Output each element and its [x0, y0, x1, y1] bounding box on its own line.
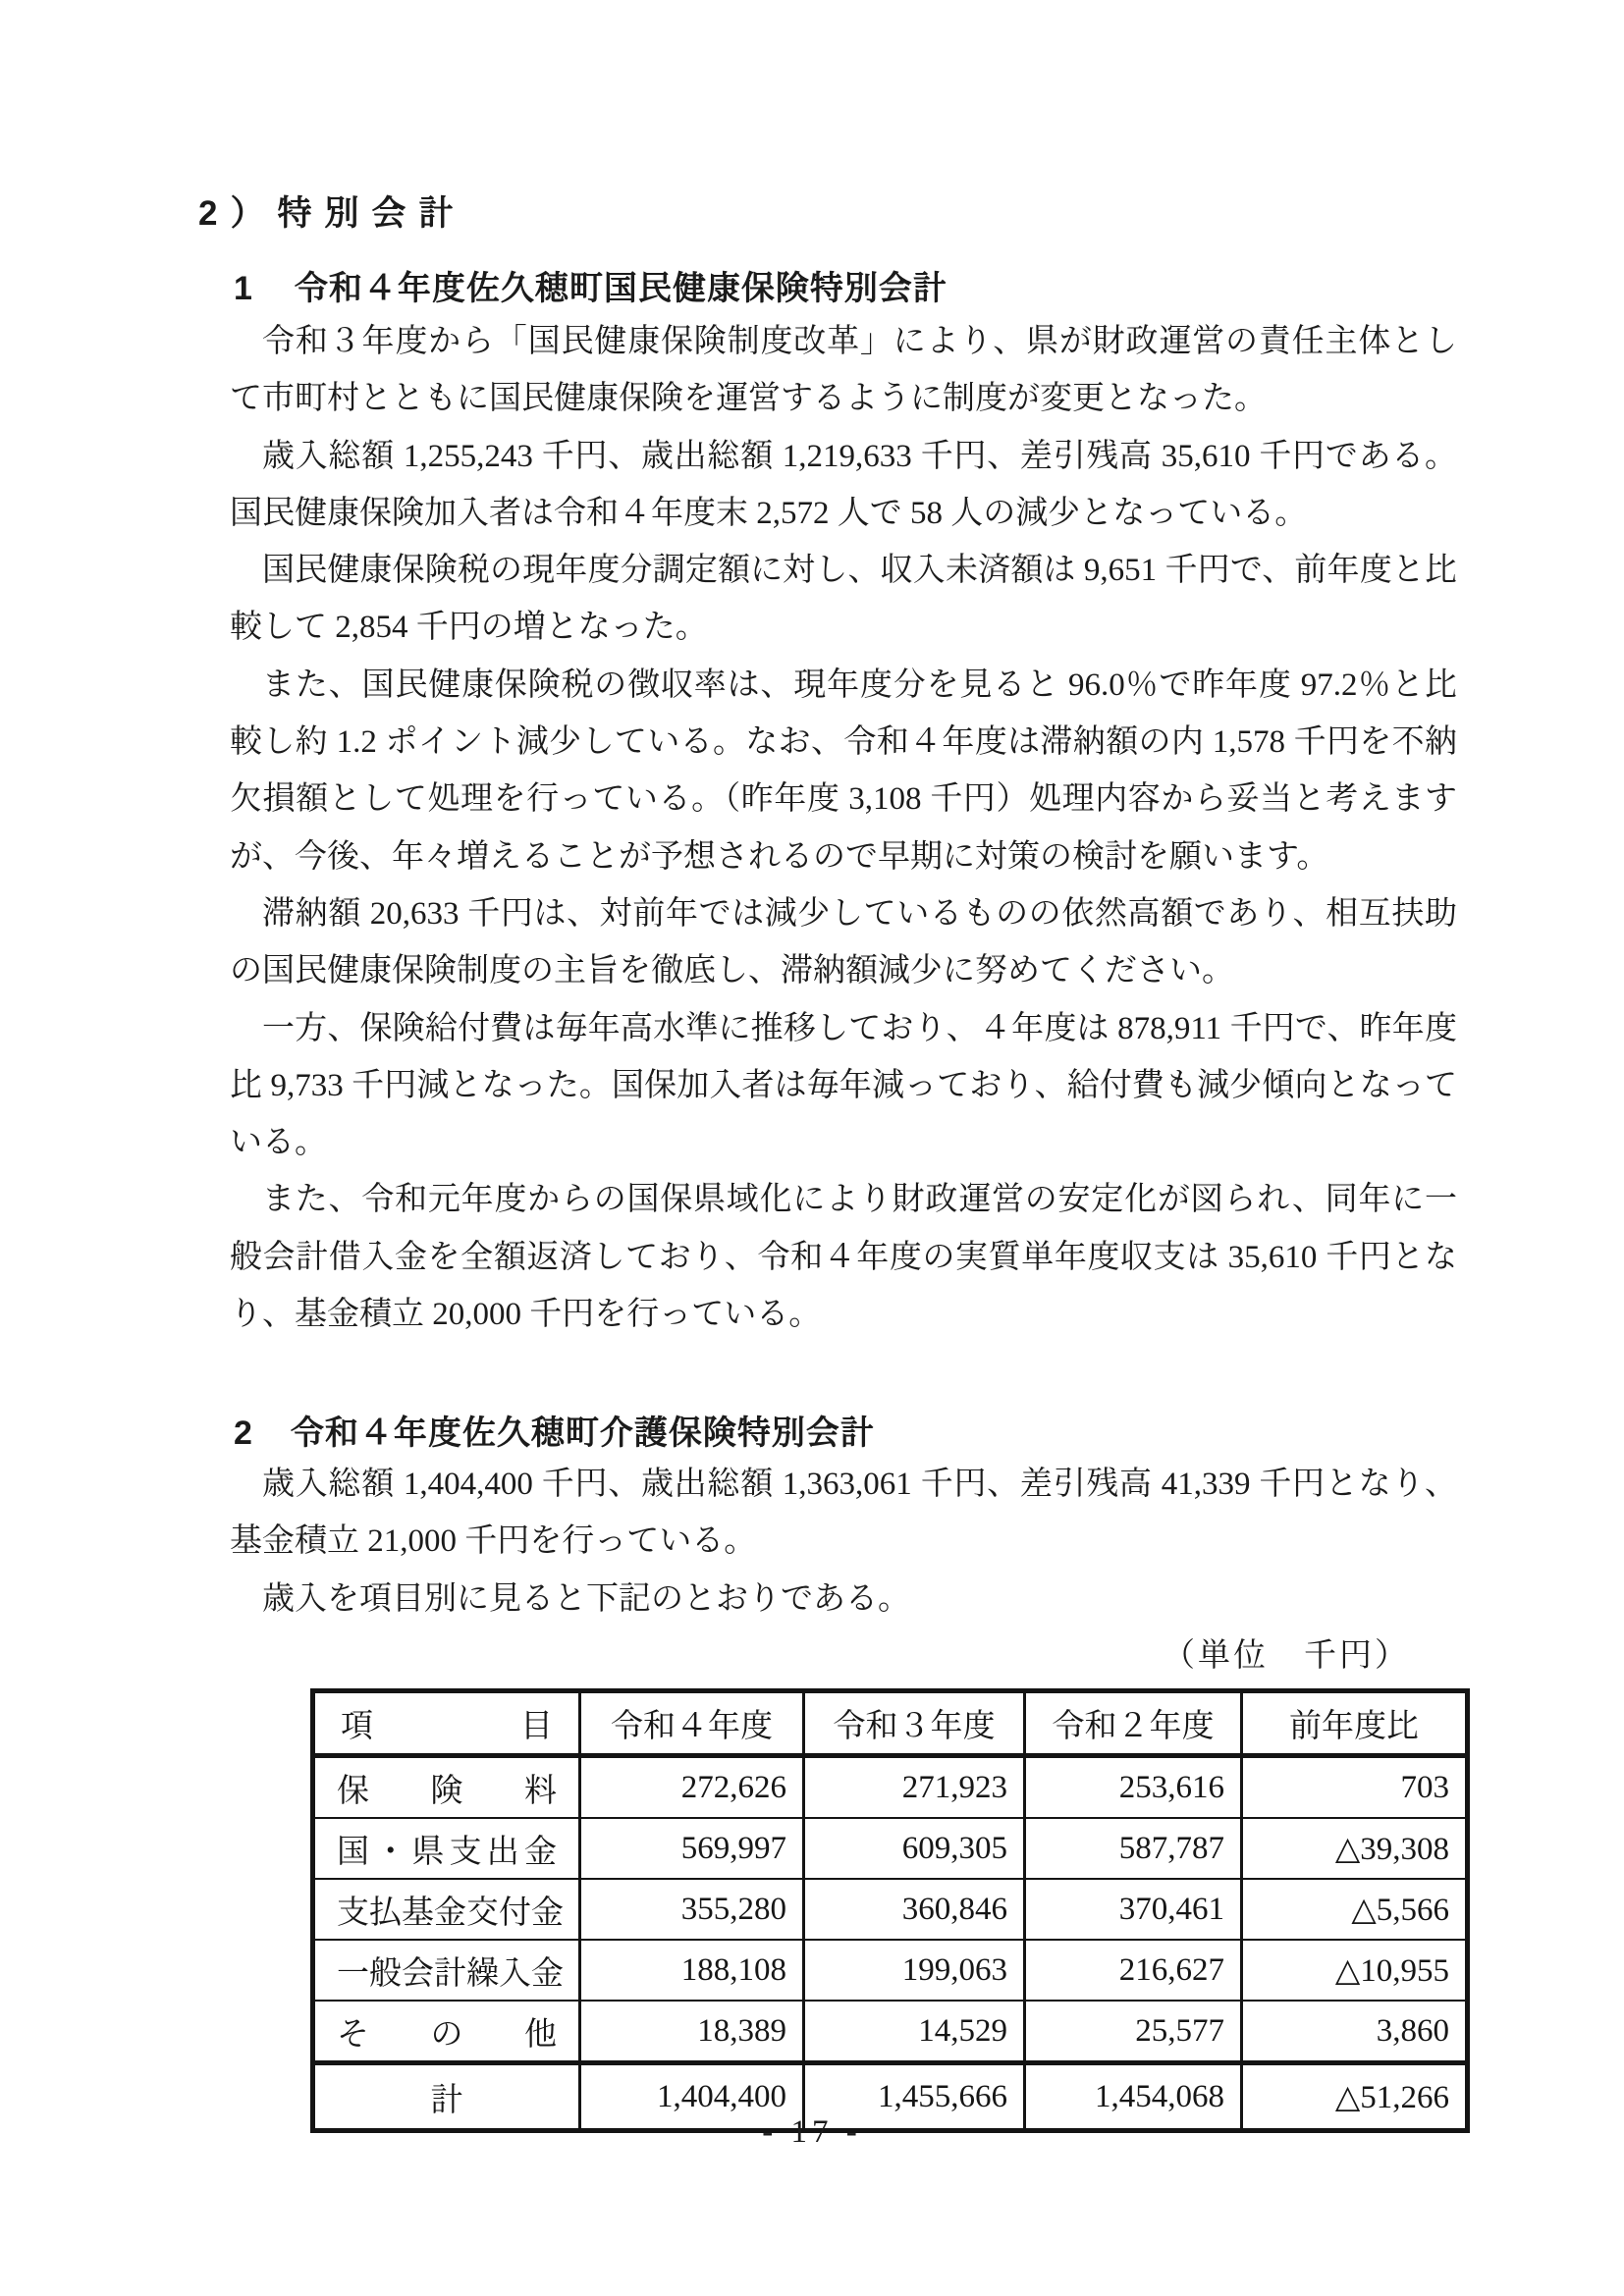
- paragraph: 国民健康保険税の現年度分調定額に対し、収入未済額は 9,651 千円で、前年度と比較して 2,854 千円の増となった。: [230, 553, 1457, 646]
- unit-note: （単位 千円）: [1163, 1638, 1410, 1674]
- table-row: [313, 1756, 1468, 1819]
- paragraph: また、国民健康保険税の徴収率は、現年度分を見ると 96.0％で昨年度 97.2％と比較し約 1.2 ポイント減少している。なお、令和４年度は滞納額の内 1,578 千円を不納欠損額として処理を行っている。（昨年度 3,108 千円）処理内容から妥当と考えますが、今後、年々増えることが予想されるので早期に対策の検討を願います。: [230, 667, 1457, 875]
- value-cell: 272,626: [580, 1756, 804, 1819]
- section-1-title-text: 令和４年度佐久穂町国民健康保険特別会計: [294, 270, 947, 307]
- item-cell: その他: [313, 2001, 580, 2063]
- paragraph: 令和３年度から「国民健康保険制度改革」により、県が財政運営の責任主体として市町村とともに国民健康保険を運営するように制度が変更となった。: [230, 324, 1457, 417]
- value-cell: 18,389: [580, 2001, 804, 2063]
- paragraph: 歳入を項目別に見ると下記のとおりである。: [262, 1580, 910, 1617]
- value-cell: 188,108: [580, 1940, 804, 2001]
- value-cell: 355,280: [580, 1879, 804, 1940]
- value-cell: 25,577: [1025, 2001, 1242, 2063]
- value-cell: 253,616: [1025, 1756, 1242, 1819]
- value-cell: △51,266: [1242, 2063, 1468, 2131]
- value-cell: 609,305: [804, 1818, 1025, 1879]
- value-cell: 199,063: [804, 1940, 1025, 2001]
- value-cell: △10,955: [1242, 1940, 1468, 2001]
- value-cell: 1,455,666: [804, 2063, 1025, 2131]
- section-2-body: [230, 1456, 1457, 1628]
- section-1-body: [230, 313, 1457, 1343]
- column-header-r2: 令和２年度: [1025, 1691, 1242, 1756]
- value-cell: 1,454,068: [1025, 2063, 1242, 2131]
- table-row: [313, 1879, 1468, 1940]
- page-title: 2）特別会計: [198, 194, 466, 233]
- paragraph: 一方、保険給付費は毎年高水準に推移しており、４年度は 878,911 千円で、昨年度比 9,733 千円減となった。国保加入者は毎年減っており、給付費も減少傾向となっている。: [230, 1010, 1457, 1161]
- value-cell: 3,860: [1242, 2001, 1468, 2063]
- page-number: - 17 -: [762, 2114, 862, 2150]
- section-2-number: 2: [234, 1415, 253, 1452]
- paragraph: また、令和元年度からの国保県域化により財政運営の安定化が図られ、同年に一般会計借入金を全額返済しており、令和４年度の実質単年度収支は 35,610 千円となり、基金積立 20,000 千円を行っている。: [230, 1182, 1457, 1333]
- table-row: [313, 1940, 1468, 2001]
- value-cell: 271,923: [804, 1756, 1025, 1819]
- column-header-diff: 前年度比: [1242, 1691, 1468, 1756]
- value-cell: 587,787: [1025, 1818, 1242, 1879]
- section-2-title: [234, 1406, 875, 1454]
- column-header-r4: 令和４年度: [580, 1691, 804, 1756]
- section-1-title: [234, 261, 947, 309]
- paragraph: 歳入総額 1,255,243 千円、歳出総額 1,219,633 千円、差引残高 35,610 千円である。国民健康保険加入者は令和４年度末 2,572 人で 58 人の減少となっている。: [230, 438, 1457, 531]
- item-cell: 国・県支出金: [313, 1818, 580, 1879]
- column-header-item: 項目: [313, 1691, 580, 1756]
- value-cell: 216,627: [1025, 1940, 1242, 2001]
- paragraph: 歳入総額 1,404,400 千円、歳出総額 1,363,061 千円、差引残高 41,339 千円となり、基金積立 21,000 千円を行っている。: [230, 1467, 1457, 1560]
- value-cell: 703: [1242, 1756, 1468, 1819]
- table-row: [313, 1818, 1468, 1879]
- value-cell: 370,461: [1025, 1879, 1242, 1940]
- item-cell: 一般会計繰入金: [313, 1940, 580, 2001]
- value-cell: △39,308: [1242, 1818, 1468, 1879]
- paragraph: 滞納額 20,633 千円は、対前年では減少しているものの依然高額であり、相互扶助の国民健康保険制度の主旨を徹底し、滞納額減少に努めてください。: [230, 895, 1457, 989]
- value-cell: 360,846: [804, 1879, 1025, 1940]
- column-header-r3: 令和３年度: [804, 1691, 1025, 1756]
- item-cell: 支払基金交付金: [313, 1879, 580, 1940]
- value-cell: △5,566: [1242, 1879, 1468, 1940]
- section-2-title-text: 令和４年度佐久穂町介護保険特別会計: [290, 1415, 875, 1452]
- section-1-number: 1: [234, 270, 253, 307]
- value-cell: 569,997: [580, 1818, 804, 1879]
- value-cell: 1,404,400: [580, 2063, 804, 2131]
- item-cell: 保険料: [313, 1756, 580, 1819]
- value-cell: 14,529: [804, 2001, 1025, 2063]
- revenue-by-item-table: [310, 1688, 1470, 2133]
- total-label-cell: 計: [313, 2063, 580, 2131]
- table-row: [313, 2001, 1468, 2063]
- table-header-row: [313, 1691, 1468, 1756]
